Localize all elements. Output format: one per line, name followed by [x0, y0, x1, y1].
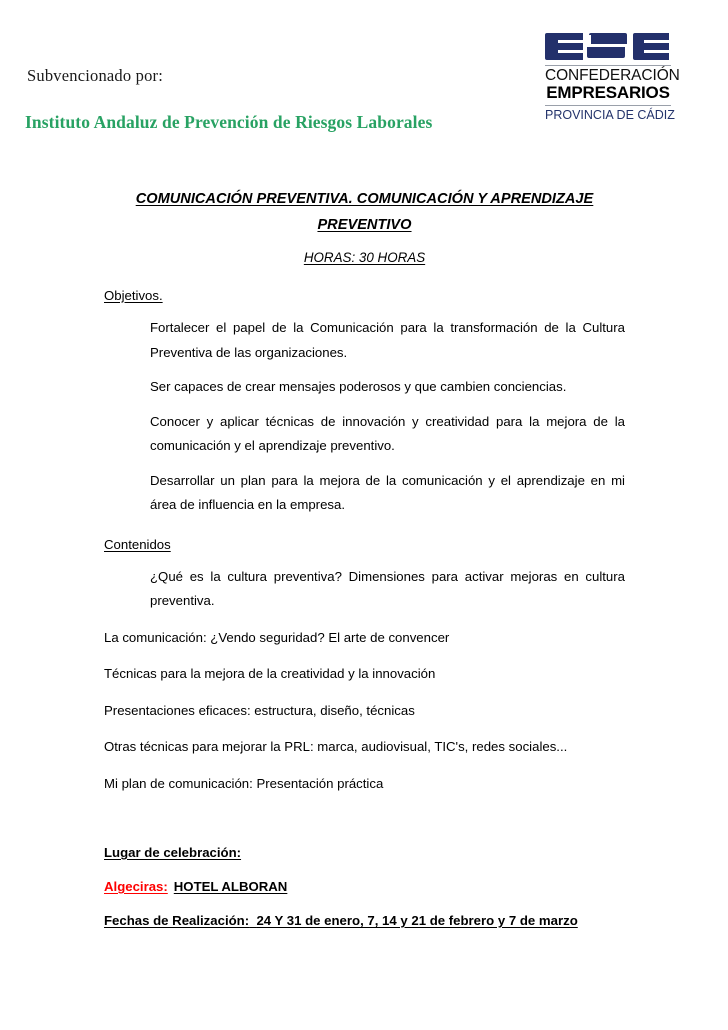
cec-logo: [545, 29, 680, 123]
logo-line-provincia: PROVINCIA DE CÁDIZ: [545, 108, 675, 123]
objetivo-item: Ser capaces de crear mensajes poderosos y que cambien conciencias.: [150, 379, 567, 394]
section-heading-objetivos-text: Objetivos.: [104, 288, 163, 303]
objetivo-item: Fortalecer el papel de la Comunicación para la transformación de la Cultura Preventiva de las organizaciones.: [150, 320, 625, 360]
logo-divider-bottom: [545, 105, 671, 106]
section-heading-objetivos: [104, 286, 625, 306]
logo-divider-top: [545, 65, 671, 66]
contenido-item: Mi plan de comunicación: Presentación práctica: [104, 775, 384, 791]
section-heading-contenidos: [104, 535, 625, 555]
course-hours-text: HORAS: 30 HORAS: [303, 250, 426, 265]
venue-heading: Lugar de celebración:: [104, 845, 242, 860]
course-title-line-2: PREVENTIVO: [317, 217, 412, 233]
logo-line-empresarios: EMPRESARIOS: [546, 83, 670, 103]
objetivo-item: Conocer y aplicar técnicas de innovación y creatividad para la mejora de la comunicación y el aprendizaje preventivo.: [150, 413, 625, 453]
course-hours: [104, 247, 625, 269]
dates-value: 24 Y 31 de enero, 7, 14 y 21 de febrero y 7 de marzo: [256, 913, 578, 928]
section-heading-contenidos-text: Contenidos: [104, 536, 171, 552]
contenido-item: ¿Qué es la cultura preventiva? Dimensiones para activar mejoras en cultura preventiva.: [150, 568, 625, 608]
objetivo-item: Desarrollar un plan para la mejora de la comunicación y el aprendizaje en mi área de influencia en la empresa.: [150, 472, 625, 512]
venue-line: [104, 876, 625, 898]
venue-name: HOTEL ALBORAN: [173, 879, 288, 894]
venue-heading-line: [104, 842, 625, 864]
course-title: [104, 186, 625, 238]
contenido-item: Presentaciones eficaces: estructura, diseño, técnicas: [104, 702, 415, 718]
cec-wordmark-icon: [545, 29, 671, 62]
contenido-item: Otras técnicas para mejorar la PRL: marca, audiovisual, TIC's, redes sociales...: [104, 739, 568, 754]
logo-line-confederacion: CONFEDERACIÓN: [545, 67, 680, 84]
course-title-line-1: COMUNICACIÓN PREVENTIVA. COMUNICACIÓN Y APRENDIZAJE: [135, 191, 594, 207]
course-logistics: [104, 842, 625, 932]
contenido-item: Técnicas para la mejora de la creatividad y la innovación: [104, 666, 436, 681]
dates-line: [104, 910, 625, 932]
venue-city: Algeciras:: [104, 879, 168, 894]
institute-name: Instituto Andaluz de Prevención de Riesgos Laborales: [25, 112, 433, 132]
document-header: [0, 0, 728, 160]
document-body: [104, 186, 625, 932]
subsidized-by-label: Subvencionado por:: [27, 66, 164, 85]
contenido-item: La comunicación: ¿Vendo seguridad? El arte de convencer: [104, 629, 450, 645]
dates-label: Fechas de Realización:: [104, 913, 250, 928]
